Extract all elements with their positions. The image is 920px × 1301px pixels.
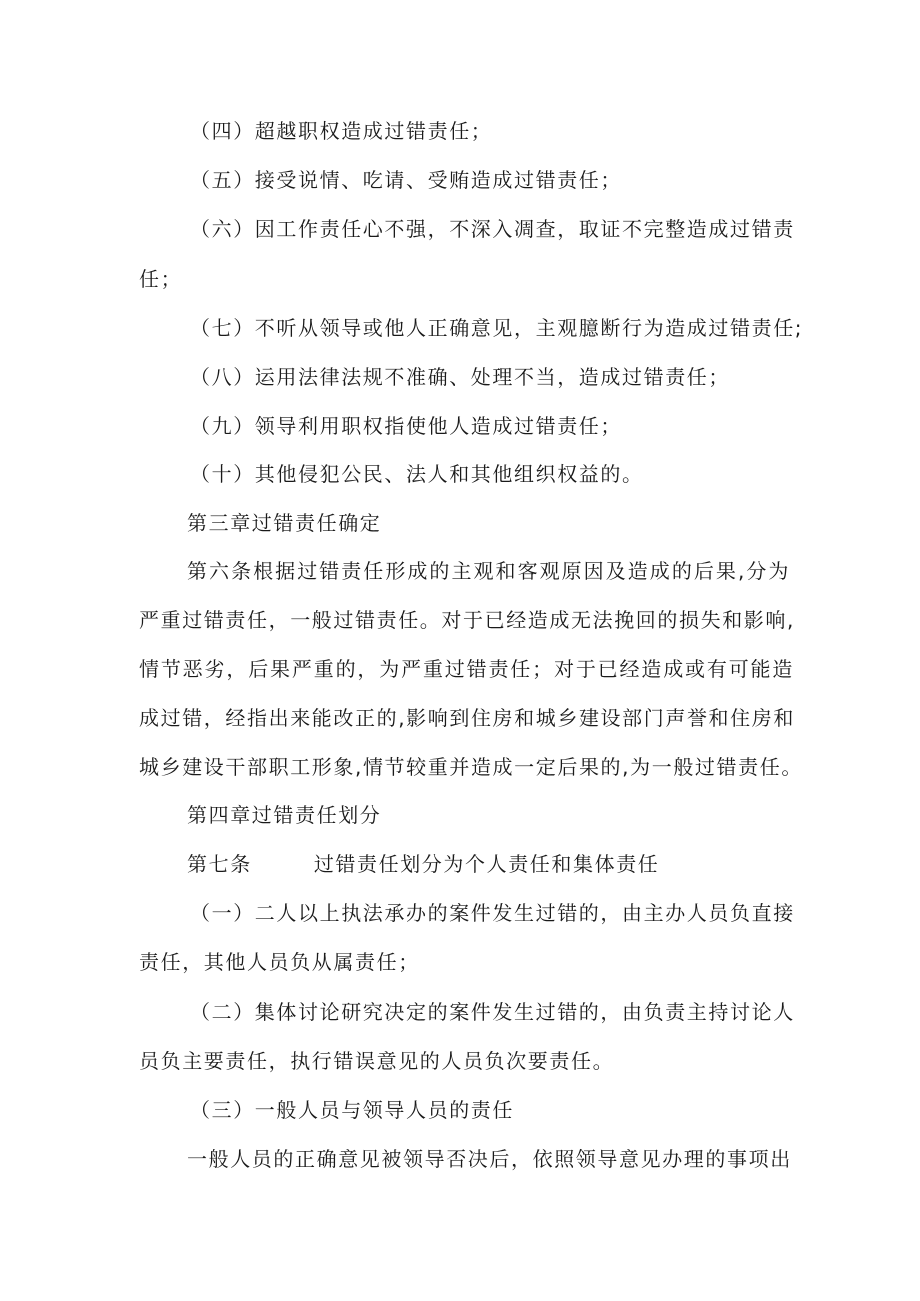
article-6-line-2: 严重过错责任，一般过错责任。对于已经造成无法挽回的损失和影响, (139, 608, 795, 632)
clause-9: （九）领导利用职权指使他人造成过错责任； (190, 414, 622, 438)
item-3-heading: （三）一般人员与领导人员的责任 (190, 1098, 514, 1122)
chapter-4-heading: 第四章过错责任划分 (187, 803, 382, 827)
article-7-heading (187, 849, 659, 879)
item-2-line-1: （二）集体讨论研究决定的案件发生过错的，由负责主持讨论人 (190, 1000, 795, 1024)
article-6-line-1: 第六条根据过错责任形成的主观和客观原因及造成的后果,分为 (187, 559, 790, 583)
chapter-3-heading: 第三章过错责任确定 (187, 511, 382, 535)
item-1-line-2: 责任，其他人员负从属责任； (139, 950, 420, 974)
item-2-line-2: 员负主要责任，执行错误意见的人员负次要责任。 (139, 1049, 615, 1073)
clause-7: （七）不听从领导或他人正确意见，主观臆断行为造成过错责任; (190, 316, 804, 340)
clause-4: （四）超越职权造成过错责任； (190, 119, 493, 143)
clause-6-line-1: （六）因工作责任心不强，不深入凋查，取证不完整造成过错责 (190, 217, 795, 241)
clause-5: （五）接受说情、吃请、受贿造成过错责任； (190, 168, 622, 192)
article-6-line-3: 情节恶劣，后果严重的，为严重过错责任；对于已经造成或有可能造 (139, 657, 794, 681)
article-6-line-4: 成过错，经指出来能改正的,影响到住房和城乡建设部门声誉和住房和 (139, 706, 795, 730)
item-1-line-1: （一）二人以上执法承办的案件发生过错的，由主办人员负直接 (190, 901, 795, 925)
clause-8: （八）运用法律法规不准确、处理不当，造成过错责任； (190, 365, 730, 389)
item-3-text-line-1: 一般人员的正确意见被领导否决后，依照领导意见办理的事项出 (187, 1147, 792, 1171)
article-6-line-5: 城乡建设干部职工形象,情节较重并造成一定后果的,为一般过错责任。 (139, 755, 803, 779)
article-7-number: 第七条 (187, 852, 252, 876)
clause-10: （十）其他侵犯公民、法人和其他组织权益的。 (190, 462, 644, 486)
clause-6-line-2: 任； (139, 267, 183, 291)
article-7-title: 过错责任划分为个人责任和集体责任 (313, 852, 660, 876)
